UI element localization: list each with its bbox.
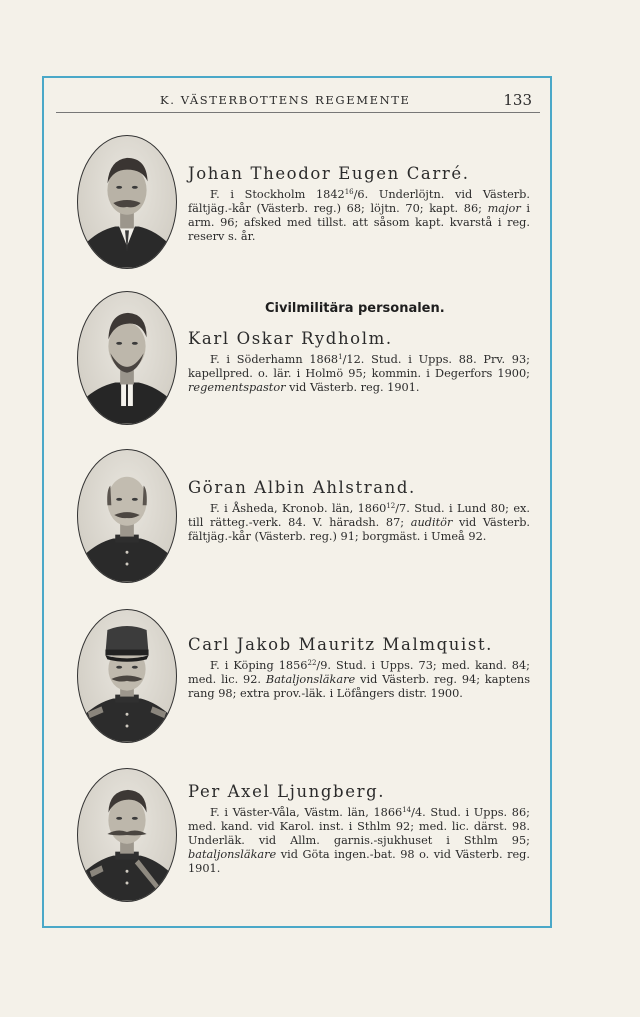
- person-name: Per Axel Ljungberg.: [188, 782, 386, 801]
- person-bio: F. i Stockholm 1842$^{16}$/6. Underlöjtn. vid Västerb. fältjäg.-kår (Västerb. reg.) 68; löjtn. 70; kapt. 86; major i arm. 96; afsked med tillst. att såsom kapt. kvarstå i reg. reserv s. år.: [188, 188, 531, 243]
- person-name: Carl Jakob Mauritz Malmquist.: [188, 635, 494, 654]
- entry-carre: [188, 164, 530, 244]
- portrait-rydholm: [77, 291, 177, 425]
- person-name: Johan Theodor Eugen Carré.: [188, 164, 470, 183]
- person-name: Karl Oskar Rydholm.: [188, 329, 393, 348]
- portrait-ljungberg: [77, 768, 177, 902]
- page-number: 133: [503, 91, 532, 109]
- section-heading: Civilmilitära personalen.: [265, 301, 445, 316]
- entry-ahlstrand: [188, 478, 530, 544]
- person-bio: F. i Köping 1856$^{22}$/9. Stud. i Upps. 73; med. kand. 84; med. lic. 92. Bataljonsläkare vid Västerb. reg. 94; kaptens rang 98; extra prov.-läk. i Löfångers distr. 1900.: [188, 659, 531, 700]
- portrait-carre: [77, 135, 177, 269]
- person-bio: F. i Väster-Våla, Västm. län, 1866$^{14}$/4. Stud. i Upps. 86; med. kand. vid Karol. inst. i Sthlm 92; med. lic. därst. 98. Underläk. vid Allm. garnis.-sjukhuset i Sthlm 95; bataljonsläkare vid Göta ingen.-bat. 98 o. vid Västerb. reg. 1901.: [188, 806, 531, 875]
- person-bio: F. i Åsheda, Kronob. län, 1860$^{12}$/7. Stud. i Lund 80; ex. till rätteg.-verk. 84. V. häradsh. 87; auditör vid Västerb. fältjäg.-kår (Västerb. reg.) 91; borgmäst. i Umeå 92.: [188, 502, 531, 543]
- person-bio: F. i Söderhamn 1868$^1$/12. Stud. i Upps. 88. Prv. 93; kapellpred. o. lär. i Holmö 95; kommin. i Degerfors 1900; regementspastor vid Västerb. reg. 1901.: [188, 353, 530, 394]
- entry-rydholm: [188, 329, 530, 395]
- portrait-malmquist: [77, 609, 177, 743]
- header-title: K. VÄSTERBOTTENS REGEMENTE: [160, 93, 411, 107]
- entry-ljungberg: [188, 782, 530, 876]
- portrait-ahlstrand: [77, 449, 177, 583]
- running-header: [56, 90, 540, 113]
- person-name: Göran Albin Ahlstrand.: [188, 478, 416, 497]
- entry-malmquist: [188, 635, 530, 701]
